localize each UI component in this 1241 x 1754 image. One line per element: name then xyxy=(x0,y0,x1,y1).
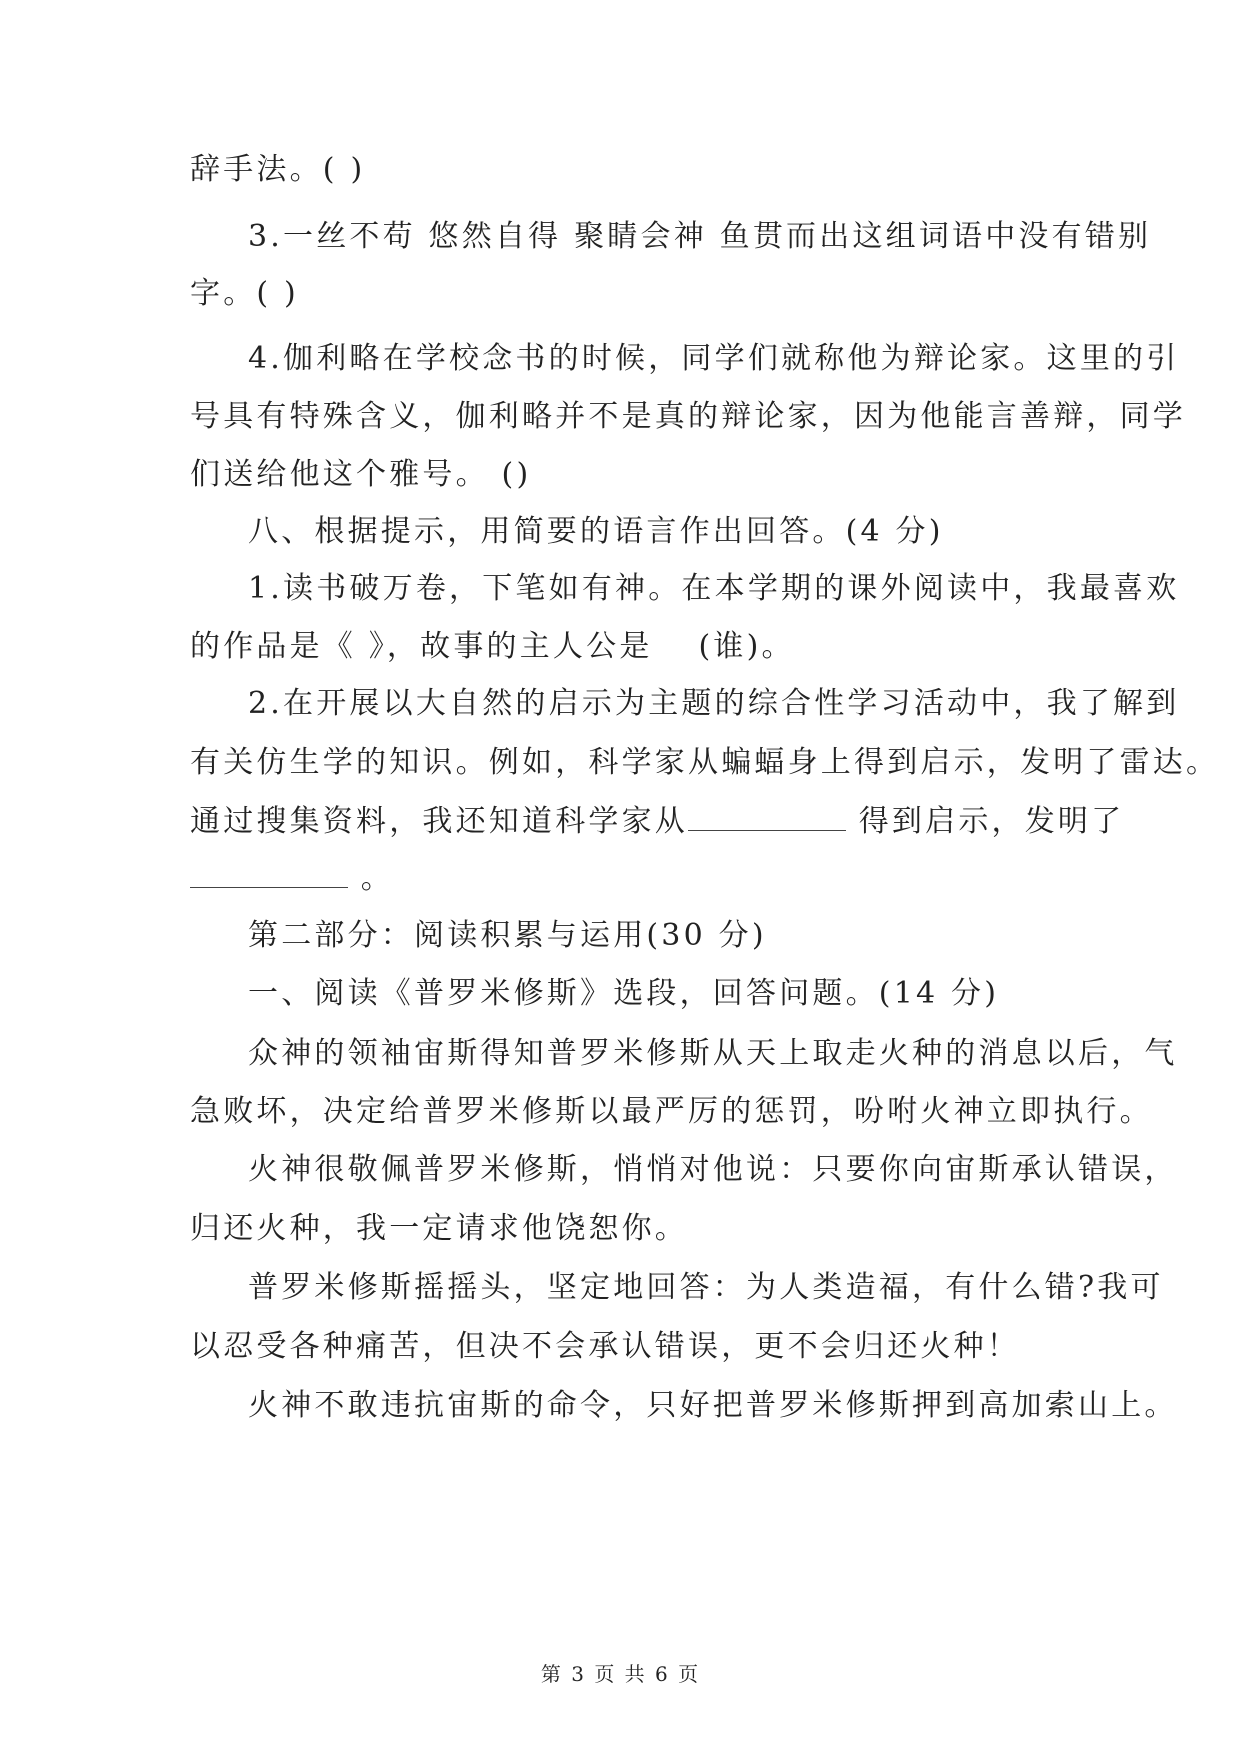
passage-line-6: 以忍受各种痛苦，但决不会承认错误，更不会归还火种！ xyxy=(190,1329,1020,1364)
passage-line-7: 火神不敢违抗宙斯的命令，只好把普罗米修斯押到高加索山上。 xyxy=(248,1388,1178,1423)
line-12 xyxy=(190,804,1124,840)
line-12-text-b: 得到启示，发明了 xyxy=(846,804,1125,839)
line-2: 3.一丝不苟 悠然自得 聚睛会神 鱼贯而出这组词语中没有错别 xyxy=(248,219,1152,254)
part-two-heading: 第二部分：阅读积累与运用(30 分) xyxy=(248,918,767,953)
passage-line-1: 众神的领袖宙斯得知普罗米修斯从天上取走火种的消息以后，气 xyxy=(248,1036,1178,1071)
passage-line-4: 归还火种，我一定请求他饶恕你。 xyxy=(190,1211,688,1246)
passage-line-2: 急败坏，决定给普罗米修斯以最严厉的惩罚，吩咐火神立即执行。 xyxy=(190,1094,1153,1129)
line-1: 辞手法。( ) xyxy=(190,152,366,187)
line-10: 2.在开展以大自然的启示为主题的综合性学习活动中，我了解到 xyxy=(248,686,1180,721)
line-8: 1.读书破万卷，下笔如有神。在本学期的课外阅读中，我最喜欢 xyxy=(248,571,1180,606)
line-3: 字。( ) xyxy=(190,276,299,311)
line-13 xyxy=(190,861,394,897)
line-9: 的作品是《 》，故事的主人公是 (谁)。 xyxy=(190,629,795,664)
line-13-text: 。 xyxy=(348,861,394,896)
line-4: 4.伽利略在学校念书的时候，同学们就称他为辩论家。这里的引 xyxy=(248,341,1180,376)
line-11: 有关仿生学的知识。例如，科学家从蝙蝠身上得到启示，发明了雷达。 xyxy=(190,745,1220,780)
fill-in-blank-1[interactable] xyxy=(688,806,846,831)
page-footer: 第 3 页 共 6 页 xyxy=(540,1662,701,1686)
reading-question-heading: 一、阅读《普罗米修斯》选段，回答问题。(14 分) xyxy=(248,976,1000,1011)
passage-line-3: 火神很敬佩普罗米修斯，悄悄对他说：只要你向宙斯承认错误， xyxy=(248,1152,1178,1187)
line-12-text-a: 通过搜集资料，我还知道科学家从 xyxy=(190,804,688,839)
line-6: 们送给他这个雅号。 () xyxy=(190,457,532,492)
passage-line-5: 普罗米修斯摇摇头，坚定地回答：为人类造福，有什么错?我可 xyxy=(248,1270,1164,1305)
fill-in-blank-2[interactable] xyxy=(190,863,348,888)
section-heading-8: 八、根据提示，用简要的语言作出回答。(4 分) xyxy=(248,514,944,549)
line-5: 号具有特殊含义，伽利略并不是真的辩论家，因为他能言善辩，同学 xyxy=(190,399,1186,434)
